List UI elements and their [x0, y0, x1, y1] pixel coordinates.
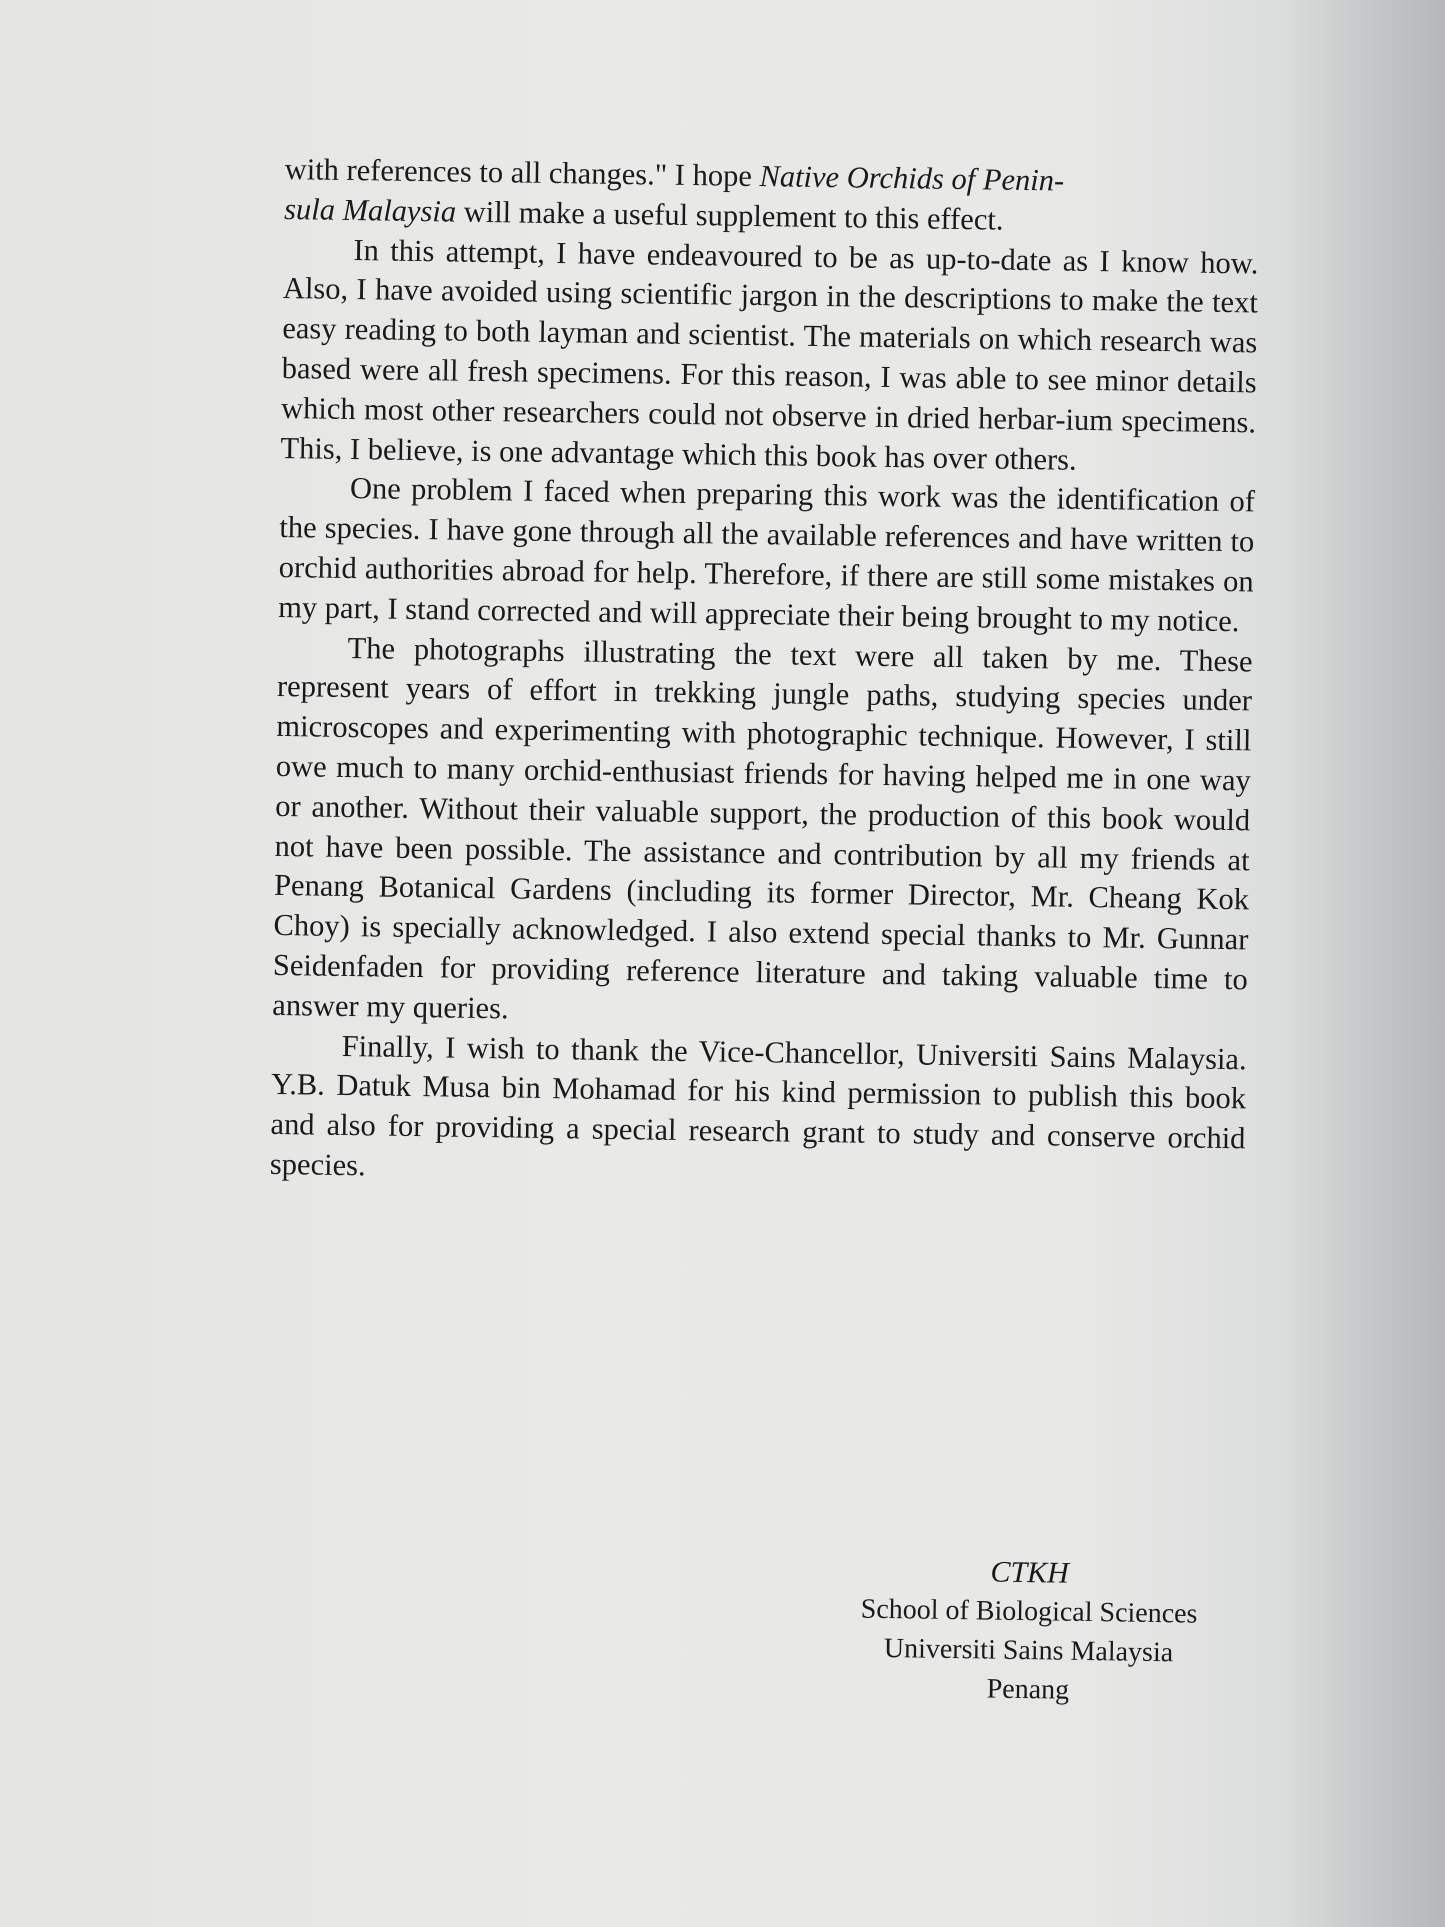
paragraph-4: The photographs illustrating the text were all taken by me. These represent years of effort in trekking jungle paths, studying species under microscopes and experimenting with photographic technique. However, I still owe much to many orchid-enthusiast friends for having helped me in one way or another. Without their valuable support, the production of this book would not have been possible. The assistance and contribution by all my friends at Penang Botanical Gardens (including its former Director, Mr. Cheang Kok Choy) is specially acknowledged. I also extend special thanks to Mr. Gunnar Seidenfaden for providing reference literature and taking valuable time to answer my queries. [272, 630, 1253, 1026]
paragraph-1-line-2: sula Malaysia will make a useful supplement to this effect. [283, 191, 1004, 237]
signature-block [818, 1550, 1240, 1712]
body-text [270, 150, 1260, 1199]
author-initials: CTKH [990, 1555, 1070, 1590]
paragraph-1-line-1: with references to all changes." I hope Native Orchids of Penin- [284, 151, 1065, 198]
paragraph-3: One problem I faced when preparing this work was the identification of the species. I have gone through all the available references and have written to orchid authorities abroad for help. Therefore, if there are still some mistakes on my part, I stand corrected and will appreciate their being brought to my notice. [277, 471, 1256, 638]
affiliation-university: Universiti Sains Malaysia [883, 1632, 1174, 1669]
paragraph-1 [284, 150, 1260, 244]
page-edge-shadow [1285, 0, 1445, 1927]
book-title-part-2: sula Malaysia [283, 191, 457, 229]
paragraph-5: Finally, I wish to thank the Vice-Chancellor, Universiti Sains Malaysia. Y.B. Datuk Musa bin Mohamad for his kind permission to publish this book and also for providing a special research grant to study and conserve orchid species. [269, 1028, 1247, 1183]
paragraph-2: In this attempt, I have endeavoured to be as up-to-date as I know how. Also, I have avoided using scientific jargon in the descriptions to make the text easy reading to both layman and scientist. The materials on which research was based were all fresh specimens. For this reason, I was able to see minor details which most other researchers could not observe in dried herbar-ium specimens. This, I believe, is one advantage which this book has over others. [280, 232, 1259, 477]
affiliation-city: Penang [986, 1673, 1070, 1706]
affiliation-school: School of Biological Sciences [860, 1593, 1198, 1630]
book-title-part-1: Native Orchids of Penin- [759, 159, 1065, 198]
